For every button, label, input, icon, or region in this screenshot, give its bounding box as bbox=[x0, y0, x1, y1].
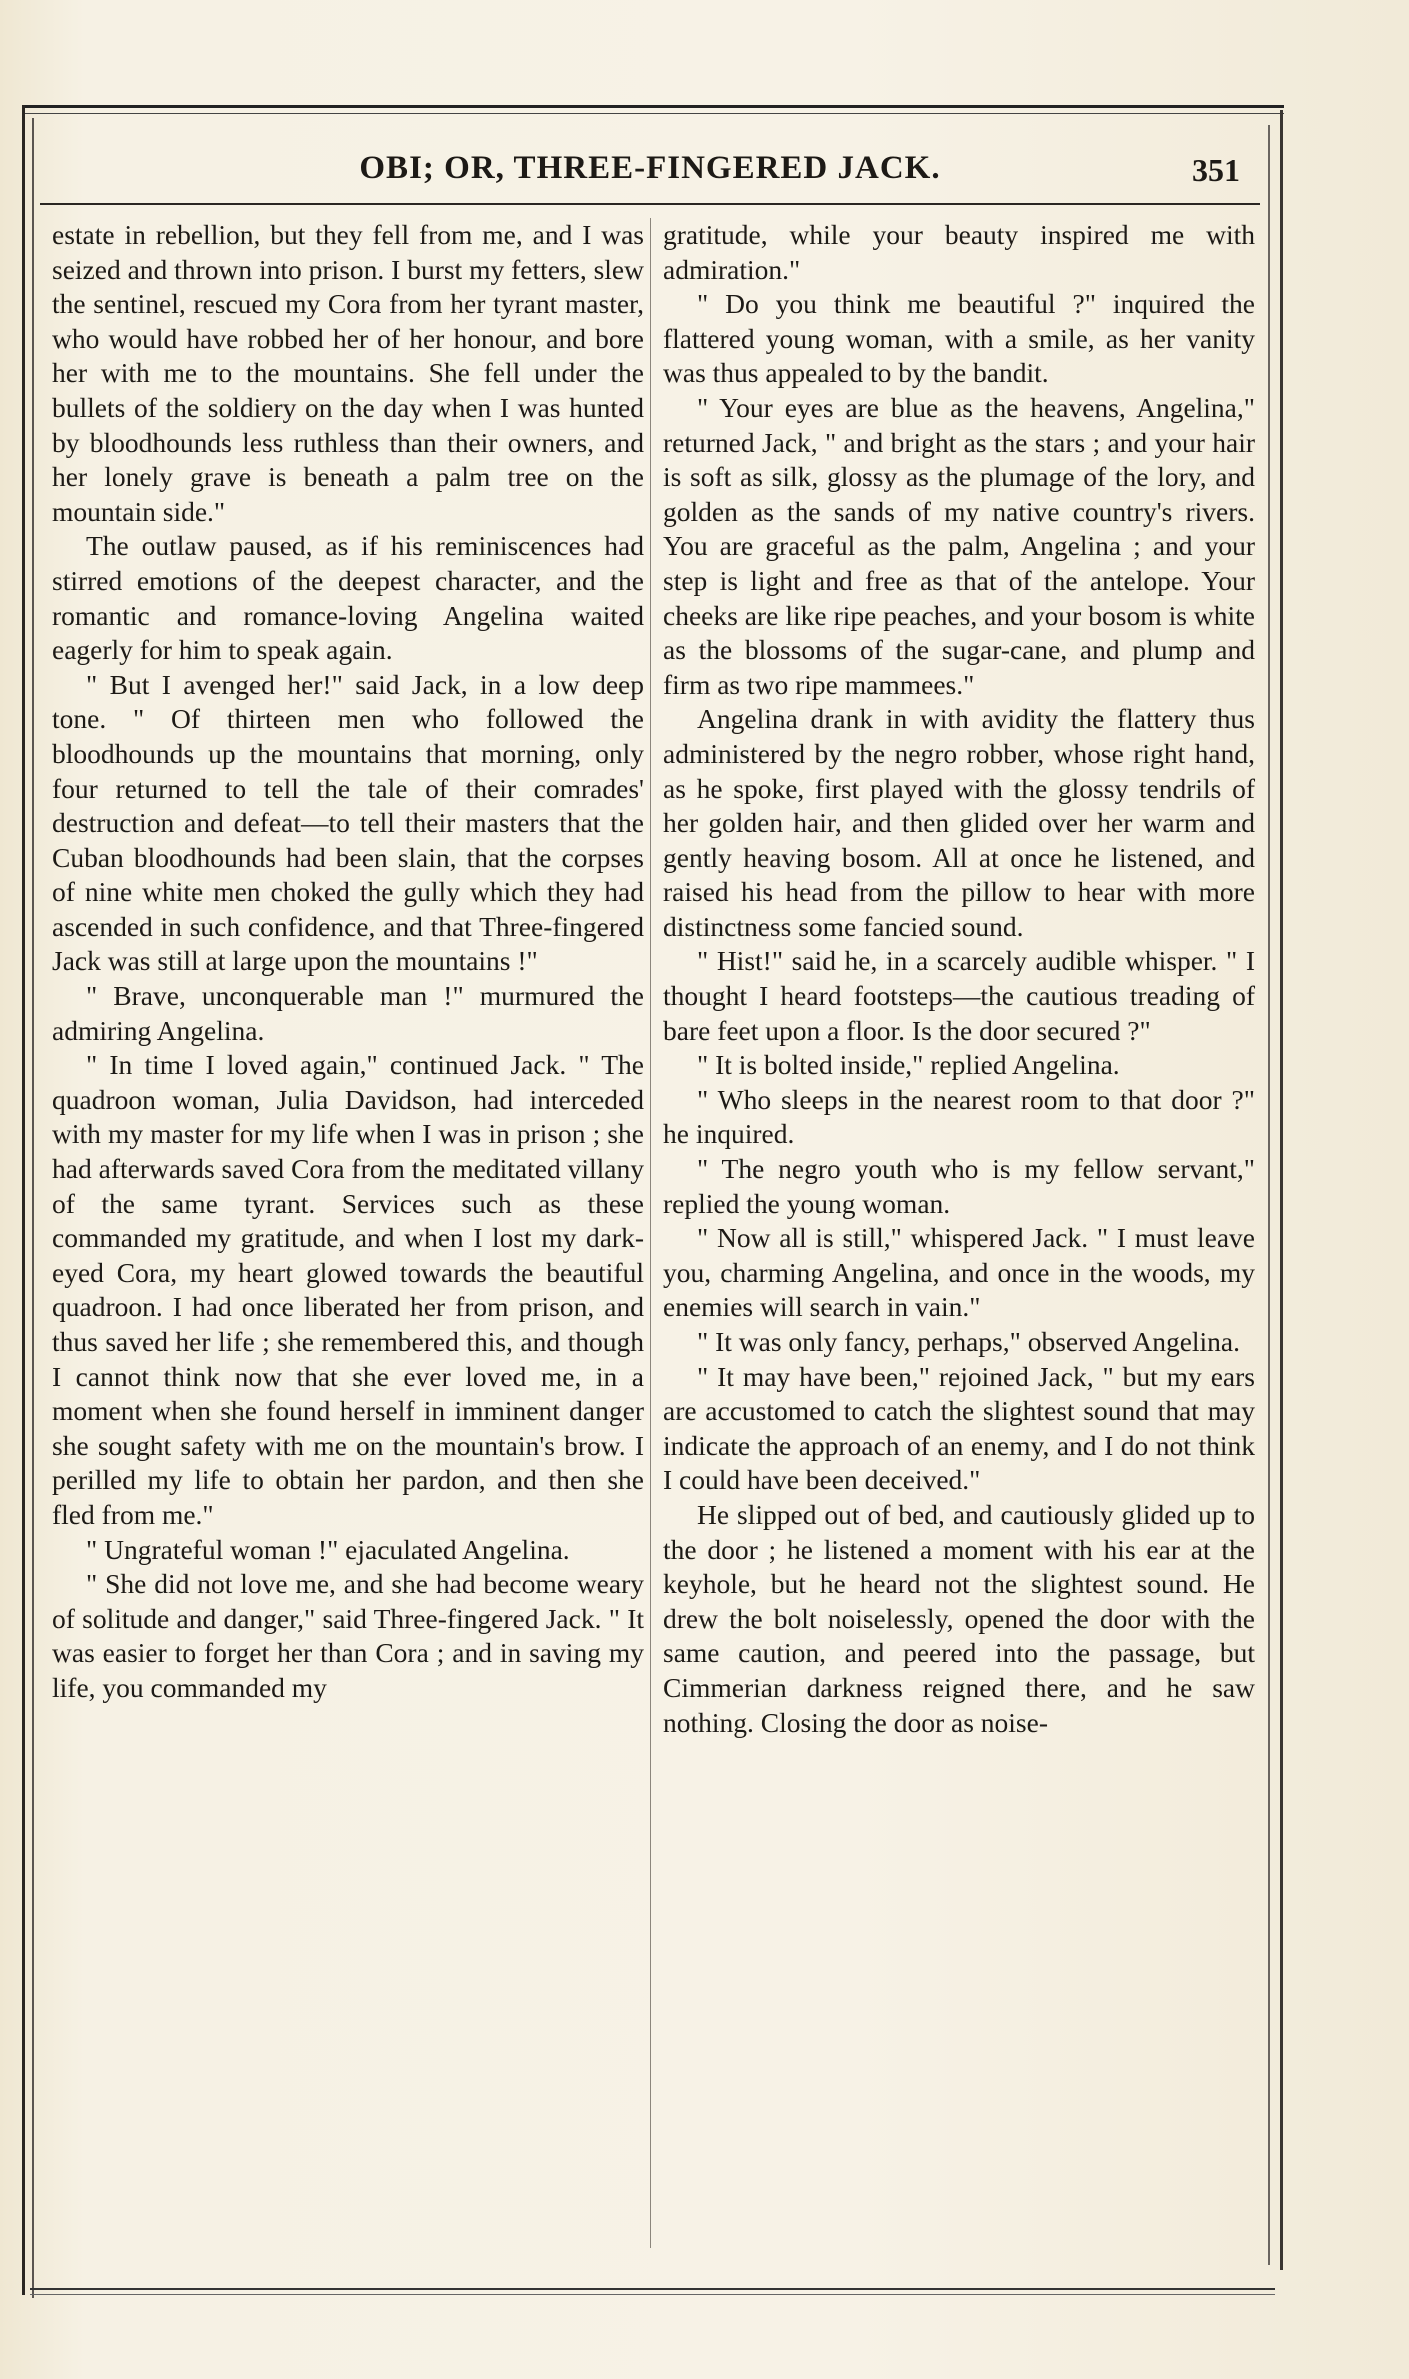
right-border-rule bbox=[1280, 110, 1283, 2270]
top-border-rule bbox=[22, 105, 1284, 114]
paragraph: " It was only fancy, perhaps," observed Angelina. bbox=[697, 1326, 1241, 1357]
paragraph: " It is bolted inside," replied Angelina. bbox=[697, 1049, 1120, 1081]
paragraph: estate in rebellion, but they fell from me, and I was seized and thrown into prison. I burst my fetters, slew the sentinel, rescued my Cora from her tyrant master, who would have robbed her of her honour, and bore her with me to the mountains. She fell under the bullets of the soldiery on the day when I was hunted by bloodhounds less ruthless than their owners, and her lonely grave is beneath a palm tree on the mountain side." bbox=[52, 219, 644, 527]
paragraph: " She did not love me, and she had become weary of solitude and danger," said Three-fingered Jack. " It was easier to forget her than Cora ; and in saving my life, you commanded my bbox=[52, 1568, 644, 1703]
paragraph: " Now all is still," whispered Jack. " I must leave you, charming Angelina, and once in the woods, my enemies will search in vain." bbox=[663, 1222, 1255, 1323]
left-column bbox=[52, 218, 644, 2278]
left-inner-rule bbox=[32, 118, 34, 2298]
paragraph: " In time I loved again," continued Jack. " The quadroon woman, Julia Davidson, had interceded with my master for my life when I was in prison ; she had afterwards saved Cora from the meditated villany of the same tyrant. Services such as these commanded my gratitude, and when I lost my dark-eyed Cora, my heart glowed towards the beautiful quadroon. I had once liberated her from prison, and thus saved her life ; she remembered this, and though I cannot think now that she ever loved me, in a moment when she found herself in imminent danger she sought safety with me on the mountain's brow. I perilled my life to obtain her pardon, and then she fled from me." bbox=[52, 1049, 644, 1530]
paragraph: " Who sleeps in the nearest room to that door ?" he inquired. bbox=[663, 1083, 1255, 1150]
page-number: 351 bbox=[1192, 152, 1240, 188]
paragraph: " Hist!" said he, in a scarcely audible whisper. " I thought I heard footsteps—the cautious treading of bare feet upon a floor. Is the door secured ?" bbox=[663, 945, 1255, 1046]
paragraph: " It may have been," rejoined Jack, " but my ears are accustomed to catch the slightest sound that may indicate the approach of an enemy, and I do not think I could have been deceived." bbox=[663, 1360, 1255, 1496]
bottom-border-rule bbox=[30, 2288, 1275, 2295]
paragraph: " But I avenged her!" said Jack, in a low deep tone. " Of thirteen men who followed the bloodhounds up the mountains that morning, only four returned to tell the tale of their comrades' destruction and defeat—to tell their masters that the Cuban bloodhounds had been slain, that the corpses of nine white men choked the gully which they had ascended in such confidence, and that Three-fingered Jack was still at large upon the mountains !" bbox=[52, 668, 644, 977]
header-rule bbox=[40, 203, 1260, 205]
right-column bbox=[663, 218, 1255, 2278]
paragraph: " Your eyes are blue as the heavens, Angelina," returned Jack, " and bright as the stars ; and your hair is soft as silk, glossy as the plumage of the lory, and golden as the sands of my native country's rivers. You are graceful as the palm, Angelina ; and your step is light and free as that of the antelope. Your cheeks are like ripe peaches, and your bosom is white as the blossoms of the sugar-cane, and plump and firm as two ripe mammees." bbox=[663, 391, 1255, 700]
right-inner-rule bbox=[1268, 125, 1270, 2265]
paragraph: Angelina drank in with avidity the flattery thus administered by the negro robber, whose right hand, as he spoke, first played with the glossy tendrils of her golden hair, and then glided over her warm and gently heaving bosom. All at once he listened, and raised his head from the pillow to hear with more distinctness some fancied sound. bbox=[663, 703, 1255, 942]
column-divider bbox=[650, 218, 651, 2248]
paragraph: " Do you think me beautiful ?" inquired the flattered young woman, with a smile, as her vanity was thus appealed to by the bandit. bbox=[663, 288, 1255, 389]
page-header bbox=[40, 140, 1260, 200]
paragraph: He slipped out of bed, and cautiously glided up to the door ; he listened a moment with his ear at the keyhole, but he heard not the slightest sound. He drew the bolt noiselessly, opened the door with the same caution, and peered into the passage, but Cimmerian darkness reigned there, and he saw nothing. Closing the door as noise- bbox=[663, 1498, 1255, 1738]
left-border-rule bbox=[22, 105, 25, 2295]
running-title: OBI; OR, THREE-FINGERED JACK. bbox=[359, 150, 941, 186]
paragraph: gratitude, while your beauty inspired me with admiration." bbox=[663, 219, 1255, 285]
paragraph: The outlaw paused, as if his reminiscences had stirred emotions of the deepest character, and the romantic and romance-loving Angelina waited eagerly for him to speak again. bbox=[52, 530, 644, 666]
paragraph: " Brave, unconquerable man !" murmured the admiring Angelina. bbox=[52, 980, 644, 1046]
paragraph: " Ungrateful woman !" ejaculated Angelina. bbox=[86, 1533, 570, 1565]
paragraph: " The negro youth who is my fellow servant," replied the young woman. bbox=[663, 1153, 1255, 1219]
